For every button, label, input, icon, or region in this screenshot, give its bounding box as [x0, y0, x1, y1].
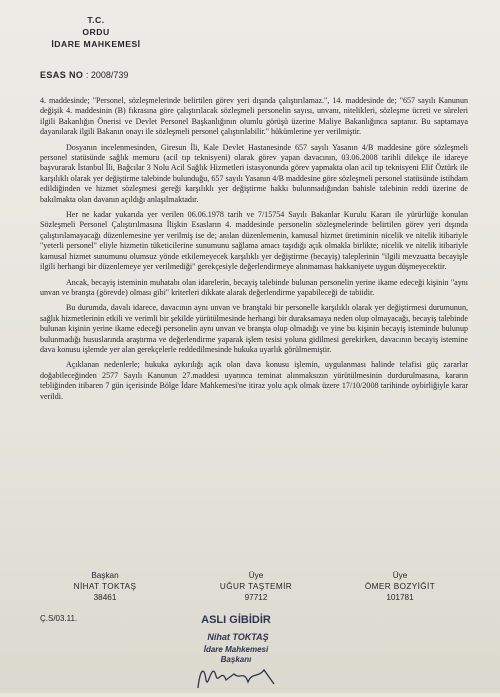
- paragraph: Ancak, becayiş isteminin muhatabı olan idarelerin, becayiş talebinde bulunan personelin yerine ikame edeceği kişinin "aynı unvan ve branşta (görevde) olması gibi" kriterleri dikkate alarak değerlendirme yapabileceği de tabiidir.: [40, 277, 468, 297]
- signature-number: 38461: [93, 593, 117, 602]
- court-header: [26, 14, 166, 50]
- case-number-value: : 2008/739: [85, 70, 129, 80]
- signature-number: 101781: [386, 593, 414, 602]
- stamp-text-3: İdare Mahkemesi: [203, 645, 269, 654]
- header-city: ORDU: [82, 27, 110, 37]
- paragraph: Dosyanın incelenmesinden, Giresun İli, Kale Devlet Hastanesinde 657 sayılı Yasanın 4/B maddesine göre sözleşmeli personel statüsünde sağlık memuru (acil tıp teknisyeni) olarak görev yapan davacının, 03.06.2008 tarihli dilekçe ile idareye başvurarak İstanbul İli, Bağcılar 3 Nolu Acil Sağlık Hizmetleri istasyonunda görev yapmakta olan acil tıp teknisyeni Elif Öztürk ile karşılıklı olarak yer değiştirme talebinde bulunduğu, 657 sayılı Yasanın 4/B maddesine göre sözleşmeli personel statüsünde istihdam edildiğinden ve hizmet sözleşmesi gereği karşılıklı yer değiştirme hakkı bulunmadığından bahisle talebinin reddi üzerine de bakılmakta olan davanın açıldığı anlaşılmaktadır.: [40, 142, 468, 204]
- signature-scribble: [198, 670, 274, 688]
- signature-block-president: [50, 570, 160, 603]
- document-body: [40, 96, 468, 407]
- signature-name: NİHAT TOKTAŞ: [73, 582, 137, 591]
- signature-name: ÖMER BOZYİĞİT: [364, 582, 436, 591]
- paragraph: Her ne kadar yukarıda yer verilen 06.06.1978 tarih ve 7/15754 Sayılı Bakanlar Kurulu Kararı ile yürürlüğe konulan Sözleşmeli Personel Çalıştırılmasına İlişkin Esasların 4. maddesinde personelin sözleşmelerinde belirtilen görev yeri dışında çalıştırılamayacağı düzenlemesine yer verilmiş ise de; anılan düzenlemenin, kamusal hizmet üretiminin nicelik ve nitelik itibariyle "yeterli personel" eliyle hizmetin tüketicilerine sunumunu sağlama amacı taşıdığı açık olmakla birlikte; nicelik ve nitelik itibariyle kamusal hizmet sunumunu olumsuz yönde etkilemeyecek karşılıklı yer değiştirme (becayiş) taleplerinin "ilgili mevzuatta becayişle ilgili herhangi bir düzenlemeye yer verilmediği" gerekçesiyle değerlendirmeye alınmaması hakkaniyete uygun düşmeyecektir.: [40, 210, 468, 272]
- signature-block-member-2: [340, 570, 460, 603]
- signature-role: Başkan: [91, 571, 119, 580]
- signature-role: Üye: [248, 571, 264, 580]
- paragraph: Bu durumda, davalı idarece, davacının aynı unvan ve branştaki bir personelle karşılıklı olarak yer değiştirmesi durumunun, sağlık hizmetlerinin etkili ve verimli bir şekilde yürütülmesinde herhangi bir duraksamaya neden olup olmayacağı, becayiş talebinde bulunan kişinin yerine ikame edeceği personelin aynı unvan ve branşta olup olmadığı ve yine bu kişinin becayiş isteminde bulunup bulunmadığı hususlarında araştırma ve değerlendirme yaparak işlem tesisi yoluna gidilmesi gerekirken, davacının becayiş istemine dava konusu işlemde yer alan gerekçelerle reddedilmesinde hukuka uyarlık görülmemiştir.: [40, 303, 468, 354]
- header-court: İDARE MAHKEMESİ: [51, 39, 141, 49]
- case-number: [40, 70, 128, 80]
- signature-block-member-1: [196, 570, 316, 603]
- paragraph: 4. maddesinde; "Personel, sözleşmelerinde belirtilen görev yeri dışında çalıştırılamaz.", 14. maddesinde de; "657 sayılı Kanunun değişik 4. maddesinin (B) fıkrasına göre çalıştırılacak sözleşmeli personelin sayısı, unvanı, nitelikleri, sözleşme ücreti ve süreleri ilgili Bakanlığın Önerisi ve Devlet Personel Başkanlığının olumlu görüşü üzerine Maliye Bakanlığınca saptanır. Bu saptamaya dayanılarak ilgili Bakanın onayı ile sözleşmeli personel çalıştırılabilir." hükümlerine yer verilmiştir.: [40, 96, 468, 137]
- stamp-text-2: Nihat TOKTAŞ: [207, 632, 269, 642]
- clerk-note: Ç.S/03.11.: [40, 614, 78, 623]
- signature-name: UĞUR TAŞTEMİR: [219, 582, 293, 591]
- stamp-text-4: Başkanı: [220, 655, 252, 664]
- header-tc: T.C.: [87, 15, 105, 25]
- official-stamp: [178, 610, 296, 692]
- paragraph: Açıklanan nedenlerle; hukuka aykırılığı açık olan dava konusu işlemin, uygulanması halinde telafisi güç zararlar doğabileceğinden 2577 Sayılı Kanunun 27.maddesi uyarınca teminat alınmaksızın yürütülmesinin durdurulmasına, kararın tebliğinden itibaren 7 gün içerisinde Bölge İdare Mahkemesi'ne itiraz yolu açık olmak üzere 17/10/2008 tarihinde oybirliğiyle karar verildi.: [40, 360, 468, 401]
- signature-number: 97712: [244, 593, 268, 602]
- signature-role: Üye: [392, 571, 408, 580]
- case-number-label: ESAS NO: [40, 70, 84, 80]
- stamp-text-1: ASLI GİBİDİR: [201, 614, 271, 626]
